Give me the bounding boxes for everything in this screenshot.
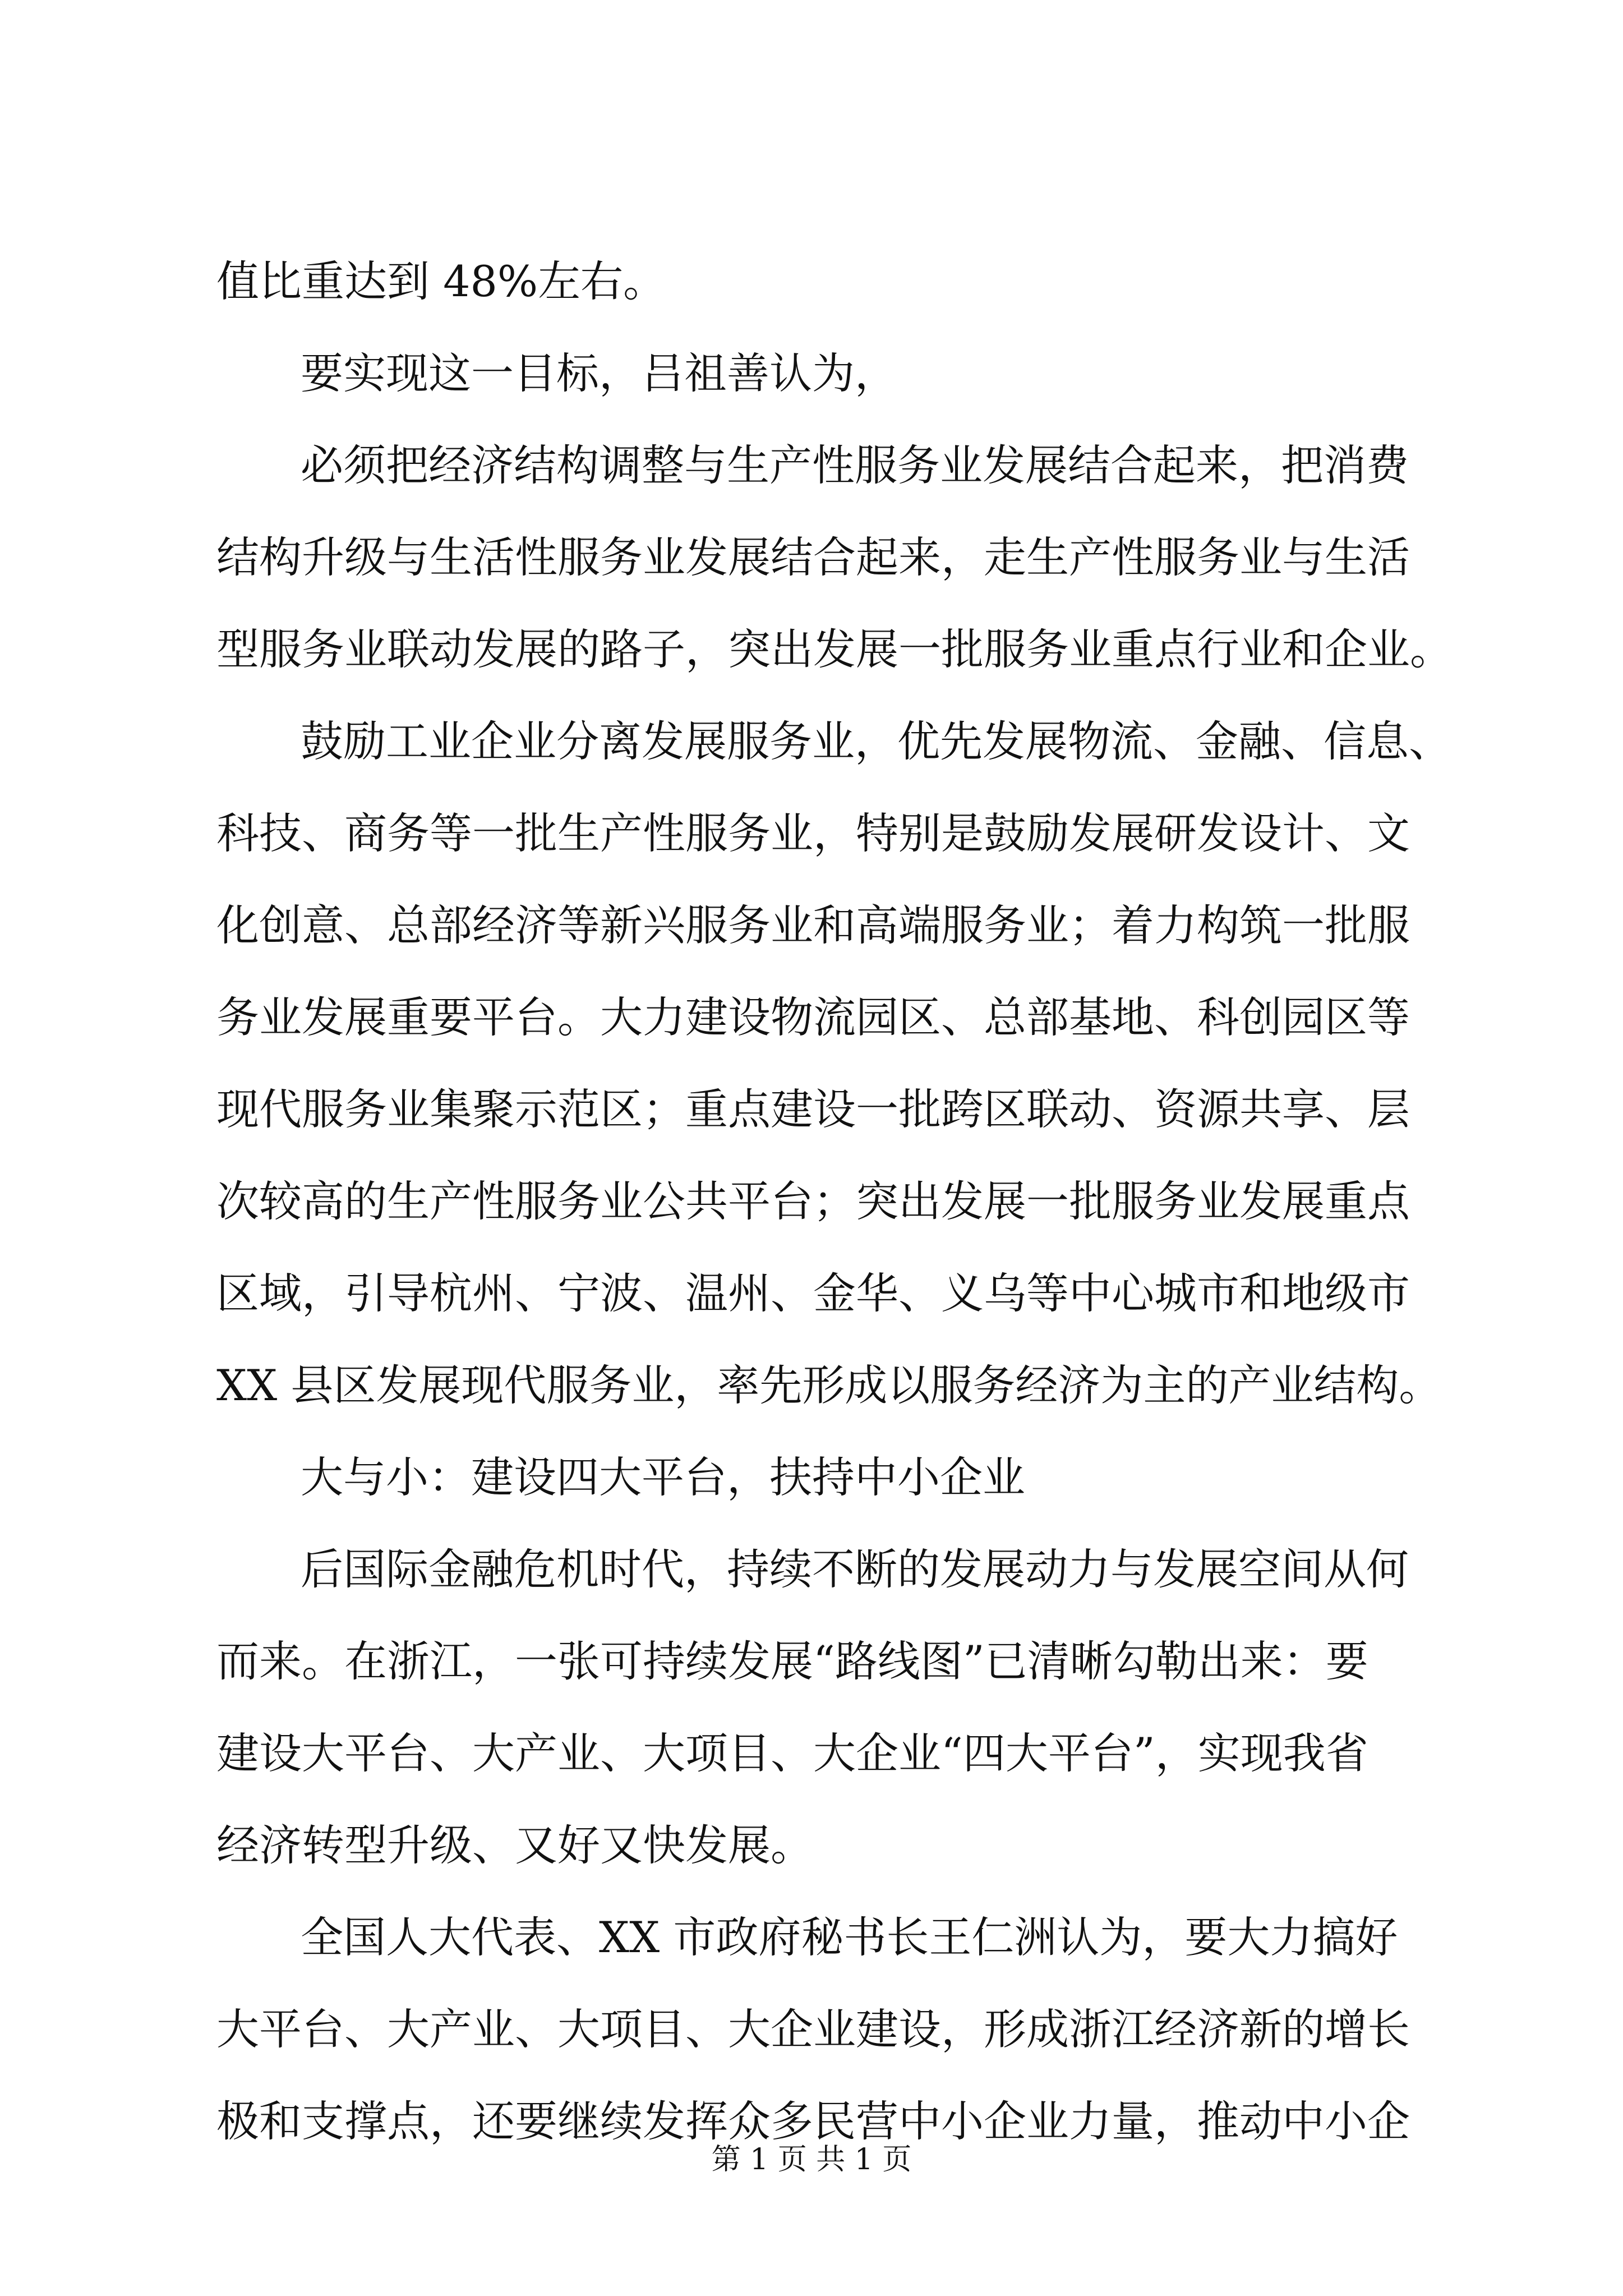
text-line: 必须把经济结构调整与生产性服务业发展结合起来，把消费 <box>301 440 1409 490</box>
text-line: 务业发展重要平台。大力建设物流园区、总部基地、科创园区等 <box>216 992 1410 1042</box>
text-line: XX 县区发展现代服务业，率先形成以服务经济为主的产业结构。 <box>216 1360 1442 1410</box>
text-line: 鼓励工业企业分离发展服务业，优先发展物流、金融、信息、 <box>301 716 1451 766</box>
text-line: 全国人大代表、XX 市政府秘书长王仁洲认为，要大力搞好 <box>301 1912 1398 1962</box>
text-line: 值比重达到 48%左右。 <box>216 256 666 306</box>
text-line: 后国际金融危机时代，持续不断的发展动力与发展空间从何 <box>301 1544 1409 1594</box>
text-line: 而来。在浙江，一张可持续发展“路线图”已清晰勾勒出来：要 <box>216 1636 1368 1686</box>
text-line: 经济转型升级、又好又快发展。 <box>216 1820 813 1870</box>
text-line: 科技、商务等一批生产性服务业，特别是鼓励发展研发设计、文 <box>216 808 1410 858</box>
text-line: 要实现这一目标，吕祖善认为， <box>301 348 897 398</box>
text-line: 极和支撑点，还要继续发挥众多民营中小企业力量，推动中小企 <box>216 2096 1410 2146</box>
section-heading: 大与小：建设四大平台，扶持中小企业 <box>301 1452 1025 1502</box>
text-line: 建设大平台、大产业、大项目、大企业“四大平台”，实现我省 <box>216 1728 1368 1778</box>
text-line: 结构升级与生活性服务业发展结合起来，走生产性服务业与生活 <box>216 532 1410 582</box>
text-line: 次较高的生产性服务业公共平台；突出发展一批服务业发展重点 <box>216 1176 1410 1226</box>
text-line: 区域，引导杭州、宁波、温州、金华、义乌等中心城市和地级市 <box>216 1268 1410 1318</box>
text-line: 大平台、大产业、大项目、大企业建设，形成浙江经济新的增长 <box>216 2004 1410 2054</box>
text-line: 现代服务业集聚示范区；重点建设一批跨区联动、资源共享、层 <box>216 1084 1410 1134</box>
page-number-footer: 第 1 页 共 1 页 <box>711 2143 912 2177</box>
text-line: 型服务业联动发展的路子，突出发展一批服务业重点行业和企业。 <box>216 624 1453 674</box>
text-line: 化创意、总部经济等新兴服务业和高端服务业；着力构筑一批服 <box>216 900 1410 950</box>
body-text <box>216 236 1453 2168</box>
